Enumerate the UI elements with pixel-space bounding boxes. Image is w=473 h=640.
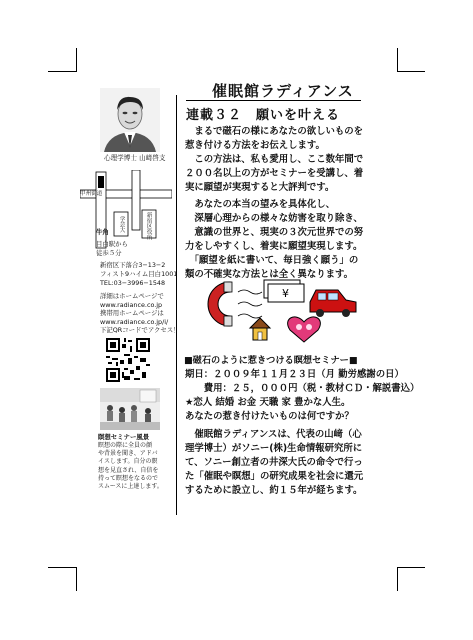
seminar-photo bbox=[100, 388, 160, 430]
qr-code[interactable] bbox=[104, 336, 152, 384]
magnet-illustration bbox=[186, 272, 362, 346]
map-label: 牛角 bbox=[96, 228, 109, 236]
article-paragraph: あなたの本当の望みを具体化し、 深層心理からの様々な妨害を取り除き、 意識の世界と、現実の３次元世界での努 力をしやすくし、着実に願望実現します。 「願望を紙に書いて、毎日強く願う」の 類の不確実な方法とは全く異なります。 bbox=[185, 199, 364, 280]
seminar-details bbox=[185, 368, 419, 424]
portrait-photo bbox=[100, 88, 160, 152]
portrait-caption: 心理学博士 山﨑啓支 bbox=[104, 154, 166, 162]
seminar-heading: ■磁石のように惹きつける瞑想セミナー■ bbox=[184, 355, 358, 366]
map-label: 新宿区役所 bbox=[145, 212, 152, 240]
closing-text: 催眠館ラディアンスは、代表の山﨑（心 理学博士）がソニー(株)生命情報研究所に て、ソニー創立者の井深大氏の命令で行っ た「催眠や瞑想」の研究成果を社会に還元 するために設立し、約１５年が経ちます。 bbox=[185, 429, 364, 496]
address-line: フィスト9ハイム目白1001 bbox=[100, 270, 178, 278]
yen-icon: ¥ bbox=[282, 287, 289, 300]
web-info: 詳細はホームページで www.radiance.co.jp 携帯用ホームページは www.radiance.co.jp/i/ 下記QRコードでアクセス！ bbox=[100, 292, 180, 335]
crop-mark bbox=[48, 567, 76, 568]
seminar-question: あなたの惹き付けたいものは何ですか？ bbox=[185, 411, 354, 422]
article-paragraph: この方法は、私も愛用し、ここ数年間で ２００名以上の方がセミナーを受講し、着 実に願望が実現すると大評判です。 bbox=[185, 154, 364, 193]
crop-mark bbox=[397, 567, 398, 591]
address-line: 新宿区下落合3−13−2 bbox=[100, 261, 166, 269]
seminar-photo-caption-body: 瞑想の際に全員の顔 や背景を聞き、アドバ イスします。自分の瞑 想を見直され、自信を 持って瞑想をなるので スムースに上達します。 bbox=[98, 442, 163, 491]
seminar-photo-caption-title: 瞑想セミナー風景 bbox=[98, 433, 150, 441]
seminar-wishes: ★恋人 結婚 お金 天職 家 豊かな人生。 bbox=[185, 397, 351, 408]
access-map bbox=[80, 170, 172, 250]
series-title: 連載３２ 願いを叶える bbox=[186, 108, 341, 123]
map-label: 甲州街道 bbox=[80, 191, 103, 197]
seminar-fee: 費用：２５，０００円（税・教材ＣＤ・解説書込） bbox=[185, 383, 420, 394]
crop-mark bbox=[48, 71, 76, 72]
crop-mark bbox=[76, 567, 77, 591]
article-body bbox=[185, 125, 363, 282]
seminar-date: 期日：２００９年１１月２３日（月 勤労感謝の日） bbox=[185, 369, 404, 380]
crop-mark bbox=[397, 48, 398, 72]
article-paragraph: まるで磁石の様にあなたの欲しいものを 惹き付ける方法をお伝えします。 bbox=[185, 126, 364, 151]
closing-paragraph bbox=[185, 428, 363, 498]
page-title: 催眠館ラディアンス bbox=[212, 82, 354, 100]
crop-mark bbox=[76, 48, 77, 72]
phone-number: TEL:03−3996−1548 bbox=[100, 279, 166, 287]
map-label: 学芸大 bbox=[118, 216, 125, 233]
crop-mark bbox=[397, 567, 425, 568]
map-directions: 目白駅から 徒歩５分 bbox=[96, 240, 128, 257]
title-underline bbox=[186, 100, 361, 101]
crop-mark bbox=[397, 71, 425, 72]
